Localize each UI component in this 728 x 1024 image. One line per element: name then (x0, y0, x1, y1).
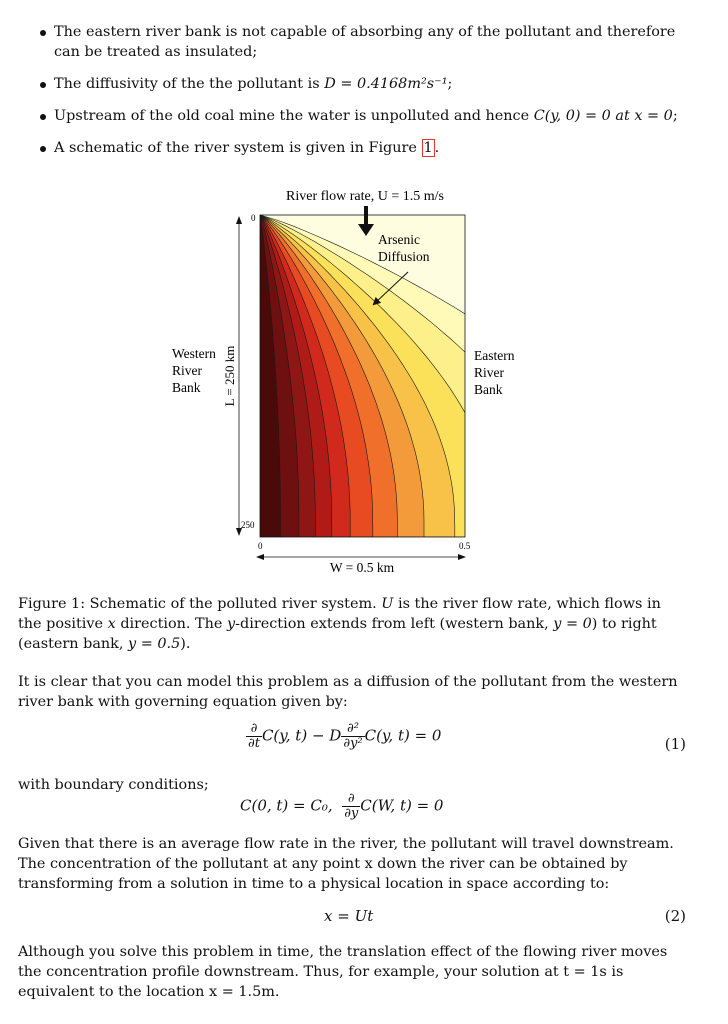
equation-1 (246, 722, 441, 751)
equation-text: C(y, t) − D (261, 726, 342, 745)
fraction (342, 792, 360, 821)
bullet-text-end: . (434, 140, 440, 156)
bullet-icon (40, 30, 46, 36)
arsenic-label: Arsenic (378, 232, 420, 247)
tick-label: 0.5 (459, 541, 471, 551)
fraction (341, 722, 364, 751)
western-bank-label: River (172, 363, 202, 378)
eastern-bank-label: Eastern (474, 348, 515, 363)
diffusivity-math: D = 0.4168m²s⁻¹ (324, 76, 448, 92)
caption-text: is the river flow rate, which flows in the positive (18, 596, 661, 632)
caption-text: direction. The (115, 616, 228, 632)
equation-number: (1) (664, 735, 686, 753)
caption-text: ) to right (eastern bank, (18, 616, 657, 652)
bullet-icon (40, 146, 46, 152)
bullet-icon (40, 82, 46, 88)
numerator: ∂ (342, 792, 360, 807)
bullet-text: A schematic of the river system is given in Figure (54, 140, 422, 156)
width-label: W = 0.5 km (329, 560, 395, 575)
list-item (18, 106, 678, 126)
caption-math: y (227, 616, 236, 632)
denominator: ∂y² (343, 736, 363, 751)
diffusion-label: Diffusion (378, 249, 430, 264)
caption-text: ). (180, 636, 191, 652)
equation-text: C(y, t) = 0 (364, 726, 442, 745)
list-item (18, 22, 678, 62)
equation-number: (2) (664, 907, 686, 925)
figure-caption (18, 594, 678, 654)
equation-text: C(0, t) = C₀, (240, 796, 333, 815)
paragraph: with boundary conditions; (18, 777, 209, 793)
eastern-bank-label: Bank (474, 382, 503, 397)
upstream-math: C(y, 0) = 0 at x = 0 (533, 108, 673, 124)
western-bank-label: Bank (172, 380, 201, 395)
tick-label: 0 (251, 213, 256, 223)
caption-math: y = 0 (553, 616, 592, 632)
bullet-text: Upstream of the old coal mine the water is unpolluted and hence (54, 108, 534, 124)
caption-math: U (381, 596, 394, 612)
length-label: L = 250 km (222, 345, 237, 407)
caption-math: x (107, 616, 116, 632)
bullet-text: The diffusivity of the the pollutant is (54, 76, 325, 92)
caption-math: y = 0.5 (128, 636, 181, 652)
tick-label: 0 (258, 541, 263, 551)
bullet-text: The eastern river bank is not capable of absorbing any of the pollutant and therefore can be treated as insulated; (54, 24, 676, 60)
river-schematic (0, 180, 728, 590)
numerator: ∂² (341, 722, 364, 737)
paragraph: Although you solve this problem in time, the translation effect of the flowing river moves the concentration profile downstream. Thus, for example, your solution at t = 1s is equivalent to the location x = 1.5m. (18, 944, 668, 1000)
tick-label: 250 (241, 520, 255, 530)
boundary-conditions (240, 792, 443, 821)
caption-text: -direction extends from left (western bank, (235, 616, 554, 632)
list-item (18, 138, 678, 158)
assumption-list (18, 22, 678, 170)
western-bank-label: Western (172, 346, 216, 361)
caption-text: Figure 1: Schematic of the polluted river system. (18, 596, 382, 612)
denominator: ∂y (344, 806, 359, 821)
eastern-bank-label: River (474, 365, 504, 380)
numerator: ∂ (246, 722, 262, 737)
bullet-text-end: ; (672, 108, 678, 124)
denominator: ∂t (248, 736, 260, 751)
paragraph: Given that there is an average flow rate in the river, the pollutant will travel downstream. The concentration of the pollutant at any point x down the river can be obtained by transforming from a solution in time to a physical location in space according to: (18, 836, 674, 892)
figure-1 (0, 180, 728, 590)
fraction (246, 722, 262, 751)
flow-rate-label: River flow rate, U = 1.5 m/s (286, 189, 444, 204)
equation-2: x = Ut (324, 907, 374, 925)
bullet-icon (40, 114, 46, 120)
figure-reference-link[interactable]: 1 (423, 140, 433, 156)
equation-text: C(W, t) = 0 (360, 796, 444, 815)
list-item (18, 74, 678, 94)
paragraph: It is clear that you can model this problem as a diffusion of the pollutant from the western river bank with governing equation given by: (18, 674, 678, 710)
bullet-text-end: ; (447, 76, 453, 92)
